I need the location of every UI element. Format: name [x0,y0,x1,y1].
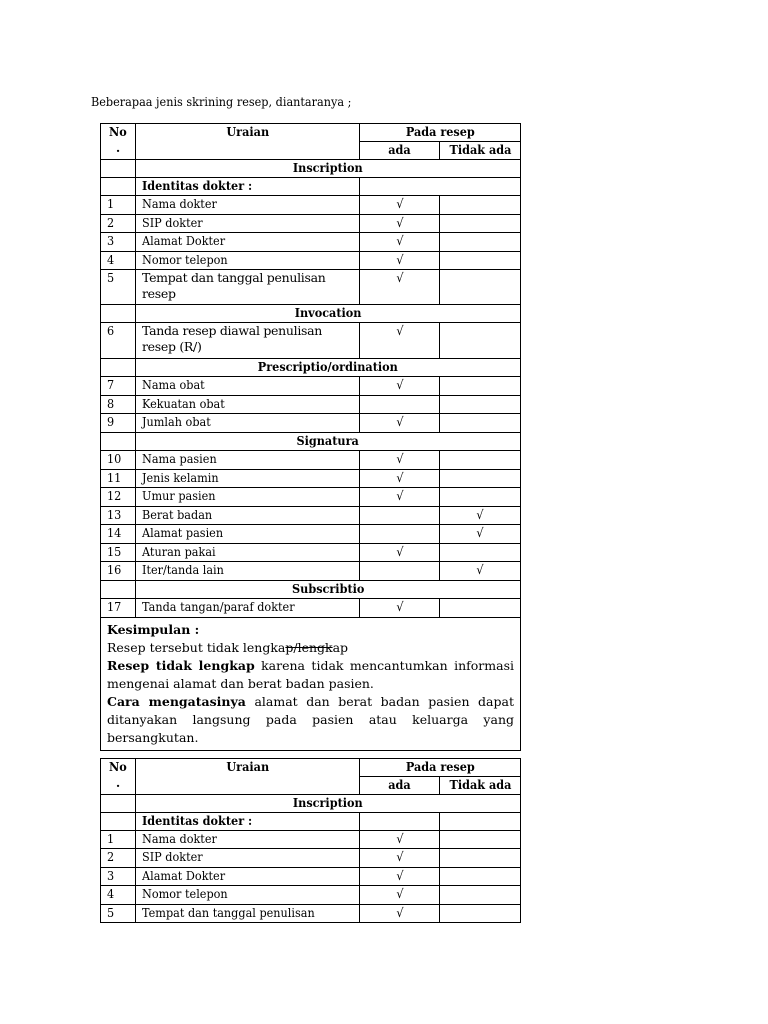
check-tidak-ada-cell [440,396,521,414]
check-tidak-ada-cell [440,525,521,544]
check-tidak-ada-cell [440,215,521,233]
row-no: 5 [101,270,136,305]
section-title: Subscribtio [136,581,521,599]
header-ada: ada [360,777,440,795]
section-title: Inscription [136,160,521,178]
row-no: 9 [101,414,136,433]
row-no: 2 [101,215,136,233]
row-item: Alamat Dokter [136,233,360,252]
check-ada-cell [360,544,440,562]
check-tidak-ada-cell [440,451,521,470]
table-row [101,252,521,270]
section-title: Signatura [136,433,521,451]
table-row [101,196,521,215]
check-ada-cell [360,886,440,905]
row-item: Umur pasien [136,488,360,507]
check-tidak-ada-cell [440,562,521,581]
check-ada-cell [360,868,440,886]
check-mark: √ [395,252,404,267]
row-no: 4 [101,886,136,905]
row-no: 15 [101,544,136,562]
header-pada-resep: Pada resep [360,124,521,142]
row-item: SIP dokter [136,849,360,868]
check-tidak-ada-cell [440,414,521,433]
kesimpulan-line: Resep tersebut tidak lengkap/lengkap [107,640,349,655]
check-tidak-ada-cell [440,270,521,305]
row-item: Alamat Dokter [136,868,360,886]
check-ada-cell [360,905,440,923]
row-item: Nama dokter [136,196,360,215]
check-mark: √ [395,599,404,614]
check-ada-cell [360,488,440,507]
check-tidak-ada-cell [440,599,521,618]
header-no: No . [101,759,136,795]
check-tidak-ada-cell [440,544,521,562]
check-tidak-ada-cell [440,905,521,923]
screening-table-2 [100,758,521,923]
row-no: 3 [101,233,136,252]
check-mark: √ [395,849,404,864]
row-no: 3 [101,868,136,886]
check-mark: √ [395,905,404,920]
table-row [101,396,521,414]
kesimpulan-title: Kesimpulan : [107,622,200,637]
table-row [101,525,521,544]
check-tidak-ada-cell [440,831,521,849]
table-row [101,215,521,233]
row-item: Nomor telepon [136,252,360,270]
table-row [101,905,521,923]
row-no: 16 [101,562,136,581]
table-row [101,470,521,488]
check-ada-cell [360,414,440,433]
check-ada-cell [360,849,440,868]
header-uraian: Uraian [136,759,360,795]
table-row [101,451,521,470]
check-mark: √ [395,377,404,392]
check-tidak-ada-cell [440,196,521,215]
check-mark: √ [395,868,404,883]
row-no: 17 [101,599,136,618]
check-ada-cell [360,599,440,618]
row-item: Berat badan [136,507,360,525]
check-tidak-ada-cell [440,488,521,507]
check-ada-cell [360,377,440,396]
row-no: 13 [101,507,136,525]
row-item: Iter/tanda lain [136,562,360,581]
subheading: Identitas dokter : [136,813,360,831]
header-tidak-ada: Tidak ada [440,777,521,795]
section-title: Invocation [136,305,521,323]
section-title: Prescriptio/ordination [136,359,521,377]
check-mark: √ [395,544,404,559]
check-ada-cell [360,233,440,252]
table-row [101,599,521,618]
row-no: 7 [101,377,136,396]
row-item: Nomor telepon [136,886,360,905]
table-row [101,270,521,305]
table-row [101,868,521,886]
table-row [101,849,521,868]
check-tidak-ada-cell [440,323,521,359]
row-item: Tempat dan tanggal penulisan [136,905,360,923]
subheading: Identitas dokter : [136,178,360,196]
table-row [101,507,521,525]
check-mark: √ [395,488,404,503]
row-item: Nama dokter [136,831,360,849]
check-tidak-ada-cell [440,868,521,886]
check-mark: √ [395,886,404,901]
check-ada-cell [360,215,440,233]
row-item: Jenis kelamin [136,470,360,488]
check-ada-cell [360,507,440,525]
screening-table-1 [100,123,521,751]
row-no: 1 [101,831,136,849]
table-row [101,414,521,433]
row-no: 11 [101,470,136,488]
row-item: Tanda tangan/paraf dokter [136,599,360,618]
table-row [101,831,521,849]
check-mark: √ [476,525,484,540]
row-no: 10 [101,451,136,470]
check-ada-cell [360,252,440,270]
check-ada-cell [360,562,440,581]
check-ada-cell [360,196,440,215]
table-row [101,323,521,359]
check-ada-cell [360,323,440,359]
check-tidak-ada-cell [440,470,521,488]
kesimpulan-box [101,618,521,751]
check-mark: √ [476,562,484,577]
check-tidak-ada-cell [440,377,521,396]
check-ada-cell [360,451,440,470]
check-ada-cell [360,396,440,414]
row-item: Alamat pasien [136,525,360,544]
table-row [101,886,521,905]
row-item: Kekuatan obat [136,396,360,414]
check-mark: √ [476,507,484,522]
header-uraian: Uraian [136,124,360,160]
table-row [101,488,521,507]
row-no: 2 [101,849,136,868]
kesimpulan-paragraph-2: Cara mengatasinya alamat dan berat badan pasien dapat ditanyakan langsung pada pasien atau keluarga yang bersangkutan. [107,694,514,745]
check-mark: √ [395,215,404,230]
row-item: Tempat dan tanggal penulisan resep [136,270,360,305]
check-ada-cell [360,470,440,488]
row-no: 8 [101,396,136,414]
check-ada-cell [360,270,440,305]
check-ada-cell [360,525,440,544]
intro-text: Beberapaa jenis skrining resep, diantaranya ; [91,94,352,109]
header-ada: ada [360,142,440,160]
row-item: Jumlah obat [136,414,360,433]
check-mark: √ [395,233,404,248]
table-row [101,233,521,252]
check-tidak-ada-cell [440,507,521,525]
table-row [101,562,521,581]
row-no: 4 [101,252,136,270]
check-mark: √ [395,270,404,285]
row-item: Tanda resep diawal penulisan resep (R/) [136,323,360,359]
check-tidak-ada-cell [440,849,521,868]
check-tidak-ada-cell [440,252,521,270]
row-item: Nama pasien [136,451,360,470]
row-no: 6 [101,323,136,359]
row-no: 1 [101,196,136,215]
check-mark: √ [395,414,404,429]
row-item: Nama obat [136,377,360,396]
header-no: No . [101,124,136,160]
header-tidak-ada: Tidak ada [440,142,521,160]
check-tidak-ada-cell [440,886,521,905]
section-title: Inscription [136,795,521,813]
check-ada-cell [360,831,440,849]
check-tidak-ada-cell [440,233,521,252]
row-item: Aturan pakai [136,544,360,562]
check-mark: √ [395,831,404,846]
row-no: 5 [101,905,136,923]
check-mark: √ [395,196,404,211]
check-mark: √ [395,451,404,466]
header-pada-resep: Pada resep [360,759,521,777]
strikethrough-text: p/lengk [285,640,333,655]
check-mark: √ [395,323,404,338]
table-row [101,377,521,396]
table-row [101,544,521,562]
row-no: 14 [101,525,136,544]
kesimpulan-paragraph-1: Resep tidak lengkap karena tidak mencantumkan informasi mengenai alamat dan berat badan pasien. [107,658,514,691]
row-no: 12 [101,488,136,507]
check-mark: √ [395,470,404,485]
row-item: SIP dokter [136,215,360,233]
